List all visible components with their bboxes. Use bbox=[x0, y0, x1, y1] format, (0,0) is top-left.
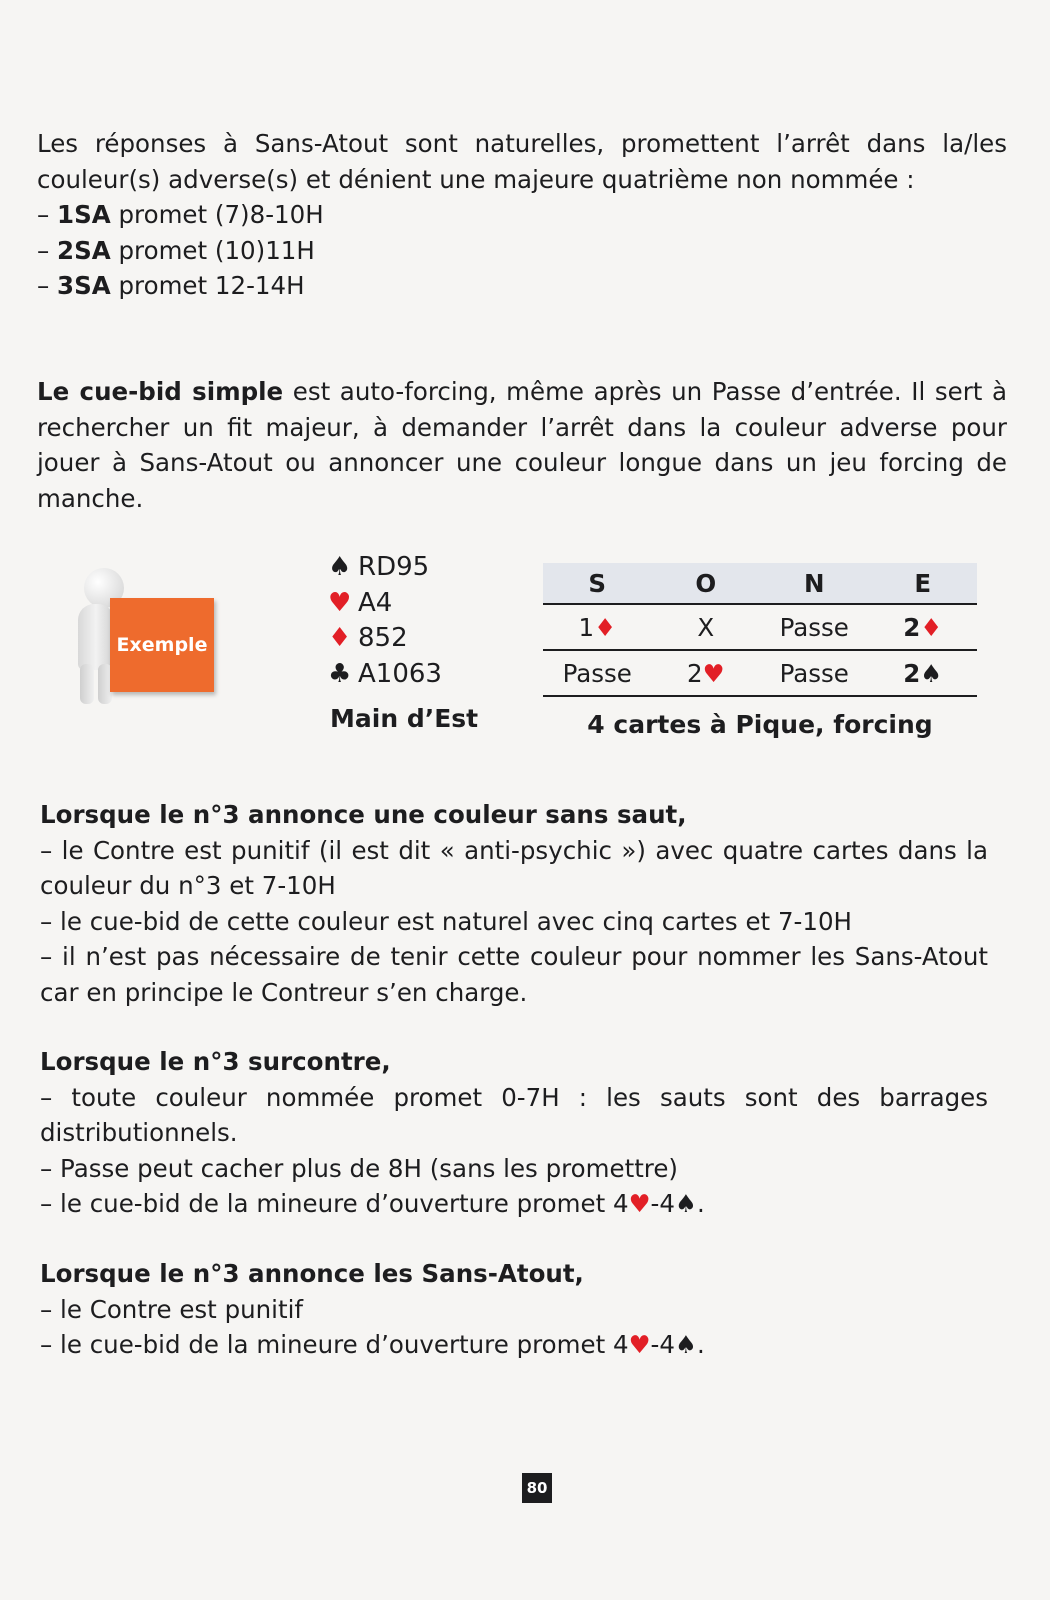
bid-level: 2 bbox=[686, 658, 703, 688]
hand-row-spades bbox=[328, 550, 528, 586]
bid-desc: promet (10)11H bbox=[110, 235, 315, 265]
spade-icon: ♠ bbox=[674, 1330, 697, 1360]
section-line: – le cue-bid de cette couleur est naturel avec cinq cartes et 7-10H bbox=[40, 906, 852, 936]
section-title-text: Lorsque le n°3 surcontre, bbox=[40, 1047, 391, 1076]
section-title bbox=[40, 1256, 988, 1292]
spade-icon: ♠ bbox=[328, 552, 352, 582]
cuebid-term: Le cue-bid simple bbox=[37, 377, 284, 406]
intro-section bbox=[37, 126, 1007, 304]
heart-icon: ♥ bbox=[702, 658, 725, 688]
bid-code: 1SA bbox=[57, 200, 111, 230]
header-east: E bbox=[914, 568, 932, 598]
bid-cell: Passe bbox=[562, 658, 632, 688]
hand-cards: RD95 bbox=[358, 552, 430, 582]
bid-code: 3SA bbox=[57, 271, 111, 301]
bid-cell: Passe bbox=[779, 612, 849, 642]
hand-cards: A1063 bbox=[358, 658, 442, 689]
section-title-text: Lorsque le n°3 annonce les Sans-Atout, bbox=[40, 1259, 584, 1288]
bid-desc: promet (7)8-10H bbox=[110, 200, 324, 230]
bid-level: 2 bbox=[903, 658, 921, 688]
dash: – bbox=[37, 235, 58, 265]
list-item bbox=[37, 268, 1007, 304]
bidding-caption: 4 cartes à Pique, forcing bbox=[587, 710, 933, 739]
hand-row-diamonds bbox=[328, 621, 528, 657]
heart-icon: ♥ bbox=[628, 1330, 651, 1360]
section-line: – toute couleur nommée promet 0-7H : les sauts sont des barrages distributionnels. bbox=[40, 1082, 988, 1148]
bidding-row bbox=[543, 651, 977, 697]
east-hand bbox=[328, 550, 528, 692]
hand-row-hearts bbox=[328, 586, 528, 622]
diamond-icon: ♦ bbox=[594, 612, 617, 642]
section-line: – Passe peut cacher plus de 8H (sans les promettre) bbox=[40, 1153, 678, 1183]
club-icon: ♣ bbox=[328, 658, 352, 689]
line-text: – le cue-bid de la mineure d’ouverture promet 4 bbox=[40, 1189, 629, 1219]
page-number: 80 bbox=[522, 1473, 552, 1503]
cuebid-text: est auto-forcing, même après un Passe d’entrée. Il sert à rechercher un fit majeur, à demander l’arrêt dans la couleur adverse pour jouer à Sans-Atout ou annoncer une couleur longue dans un jeu forcing de manche. bbox=[37, 377, 1007, 513]
dash: – bbox=[37, 271, 58, 301]
hand-row-clubs bbox=[328, 657, 528, 693]
section-line: – le Contre est punitif (il est dit « anti-psychic ») avec quatre cartes dans la couleur du n°3 et 7-10H bbox=[40, 835, 988, 901]
bid-cell bbox=[869, 659, 978, 688]
bidding-header bbox=[543, 563, 977, 605]
bidding-row bbox=[543, 605, 977, 651]
bid-cell bbox=[543, 613, 652, 642]
example-sign: Exemple bbox=[110, 598, 214, 692]
line-text: – le cue-bid de la mineure d’ouverture promet 4 bbox=[40, 1330, 629, 1360]
bid-cell: Passe bbox=[779, 658, 849, 688]
list-item bbox=[37, 197, 1007, 233]
hand-cards: A4 bbox=[358, 587, 393, 618]
line-text: . bbox=[696, 1330, 705, 1360]
section-line bbox=[40, 1327, 988, 1363]
diamond-icon: ♦ bbox=[328, 623, 352, 653]
bidding-table bbox=[543, 563, 977, 697]
section-line: – il n’est pas nécessaire de tenir cette couleur pour nommer les Sans-Atout car en principe le Contreur s’en charge. bbox=[40, 942, 988, 1007]
section-line: – le Contre est punitif bbox=[40, 1294, 304, 1324]
section-title bbox=[40, 797, 988, 833]
section-surcontre bbox=[40, 1044, 988, 1222]
line-text: -4 bbox=[650, 1189, 675, 1219]
cuebid-paragraph bbox=[37, 374, 1007, 516]
bid-level: 1 bbox=[578, 612, 595, 642]
example-illustration bbox=[70, 568, 230, 708]
line-text: -4 bbox=[650, 1330, 675, 1360]
list-item bbox=[37, 233, 1007, 269]
header-north: N bbox=[803, 568, 825, 598]
section-line bbox=[40, 1186, 988, 1222]
spade-icon: ♠ bbox=[674, 1189, 697, 1219]
hand-cards: 852 bbox=[358, 623, 408, 653]
bid-desc: promet 12-14H bbox=[110, 271, 305, 301]
hand-caption: Main d’Est bbox=[330, 704, 479, 733]
figure-leg bbox=[80, 664, 94, 704]
heart-icon: ♥ bbox=[628, 1189, 651, 1219]
bid-cell: X bbox=[697, 612, 715, 642]
diamond-icon: ♦ bbox=[920, 612, 943, 642]
section-title-text: Lorsque le n°3 annonce une couleur sans saut, bbox=[40, 800, 687, 829]
section-couleur-sans-saut bbox=[40, 797, 988, 1011]
bid-level: 2 bbox=[903, 612, 921, 642]
intro-paragraph: Les réponses à Sans-Atout sont naturelles, promettent l’arrêt dans la/les couleur(s) adverse(s) et dénient une majeure quatrième non nommée : bbox=[37, 129, 1007, 194]
section-sans-atout bbox=[40, 1256, 988, 1363]
figure-body bbox=[78, 604, 114, 670]
dash: – bbox=[37, 200, 58, 230]
spade-icon: ♠ bbox=[920, 658, 943, 688]
bid-cell bbox=[652, 659, 761, 688]
heart-icon: ♥ bbox=[328, 587, 352, 618]
header-west: O bbox=[695, 568, 717, 598]
section-title bbox=[40, 1044, 988, 1080]
line-text: . bbox=[696, 1189, 705, 1219]
bid-code: 2SA bbox=[57, 235, 111, 265]
header-south: S bbox=[588, 568, 607, 598]
bid-cell bbox=[869, 613, 978, 642]
